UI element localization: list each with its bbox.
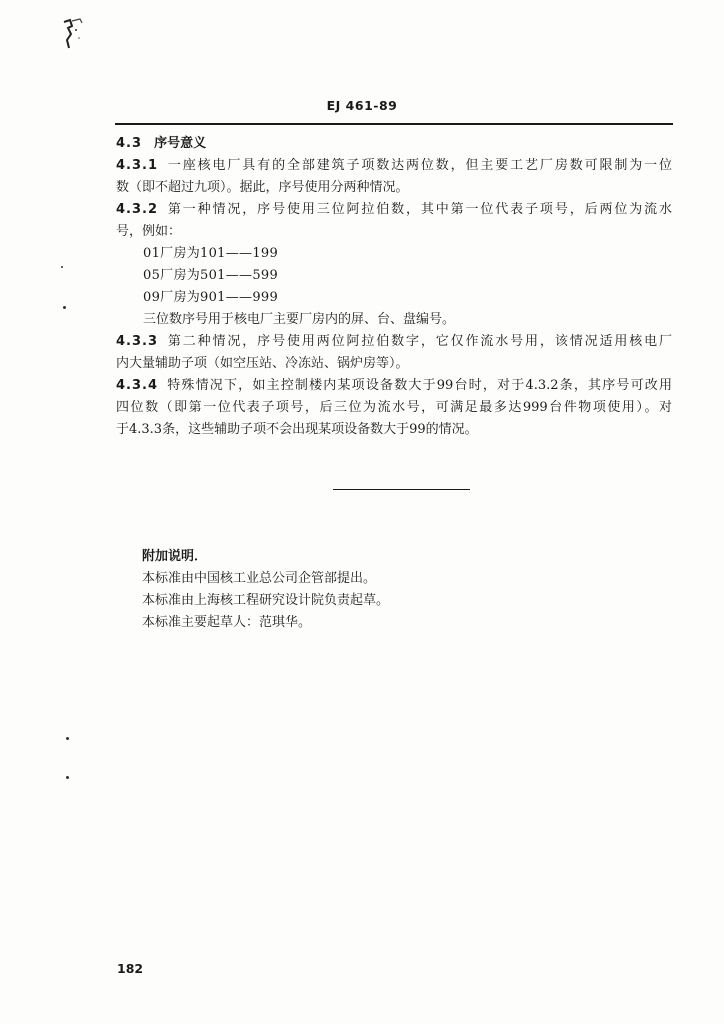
clause-text: 第一种情况，序号使用三位阿拉伯数，其中第一位代表子项号，后两位为流水: [166, 202, 672, 217]
scan-speck: [66, 776, 69, 779]
appendix: [142, 546, 542, 634]
appendix-line: 本标准由上海核工程研究设计院负责起草。: [142, 593, 390, 608]
clause-number: 4.3.1: [116, 158, 159, 173]
scan-speck: [66, 737, 69, 740]
paragraph-4-3-3-line-2: 内大量辅助子项（如空压站、冷冻站、锅炉房等）。: [116, 356, 409, 371]
clause-number: 4.3.4: [116, 378, 159, 393]
example-item: 01厂房为101——199: [143, 246, 279, 261]
clause-number: 4.3.2: [116, 202, 159, 217]
clause-text: 第二种情况，序号使用两位阿拉伯数字，它仅作流水号用，该情况适用核电厂: [166, 334, 672, 349]
appendix-line: 本标准由中国核工业总公司企管部提出。: [142, 571, 377, 586]
clause-number: 4.3.3: [116, 334, 159, 349]
paragraph-4-3-2-line-2: 号，例如：: [116, 224, 182, 239]
clause-text: 特殊情况下，如主控制楼内某项设备数大于99台时，对于4.3.2条，其序号可改用: [166, 378, 672, 393]
section-divider: [333, 489, 470, 490]
paragraph-4-3-2-line-1: [116, 199, 672, 221]
example-item: 09厂房为901——999: [143, 290, 279, 305]
paragraph-4-3-1-line-2: 数（即不超过九项）。据此，序号使用分两种情况。: [116, 180, 409, 195]
main-content: [116, 133, 672, 441]
paragraph-4-3-4-line-2: 四位数（即第一位代表子项号，后三位为流水号，可满足最多达999台件物项使用）。对: [116, 400, 672, 415]
clause-text: 一座核电厂具有的全部建筑子项数达两位数，但主要工艺厂房数可限制为一位: [166, 158, 672, 173]
scan-speck: [63, 306, 66, 309]
paragraph-4-3-2-note: 三位数序号用于核电厂主要厂房内的屏、台、盘编号。: [143, 312, 456, 327]
section-title: 序号意义: [154, 136, 207, 151]
appendix-line: 本标准主要起草人：范琪华。: [142, 615, 312, 630]
paragraph-4-3-3-line-1: [116, 331, 672, 353]
page-number: 182: [117, 961, 144, 976]
section-heading: [116, 133, 672, 155]
example-item: 05厂房为501——599: [143, 268, 279, 283]
standard-code: EJ 461-89: [326, 98, 398, 113]
paragraph-4-3-4-line-3: 于4.3.3条，这些辅助子项不会出现某项设备数大于99的情况。: [116, 422, 478, 437]
appendix-title: 附加说明．: [142, 549, 208, 564]
paragraph-4-3-1-line-1: [116, 155, 672, 177]
header-rule: [115, 123, 673, 125]
scan-corner-mark: [62, 18, 88, 52]
scan-speck: [61, 266, 63, 268]
paragraph-4-3-4-line-1: [116, 375, 672, 397]
section-number: 4.3: [116, 136, 143, 151]
